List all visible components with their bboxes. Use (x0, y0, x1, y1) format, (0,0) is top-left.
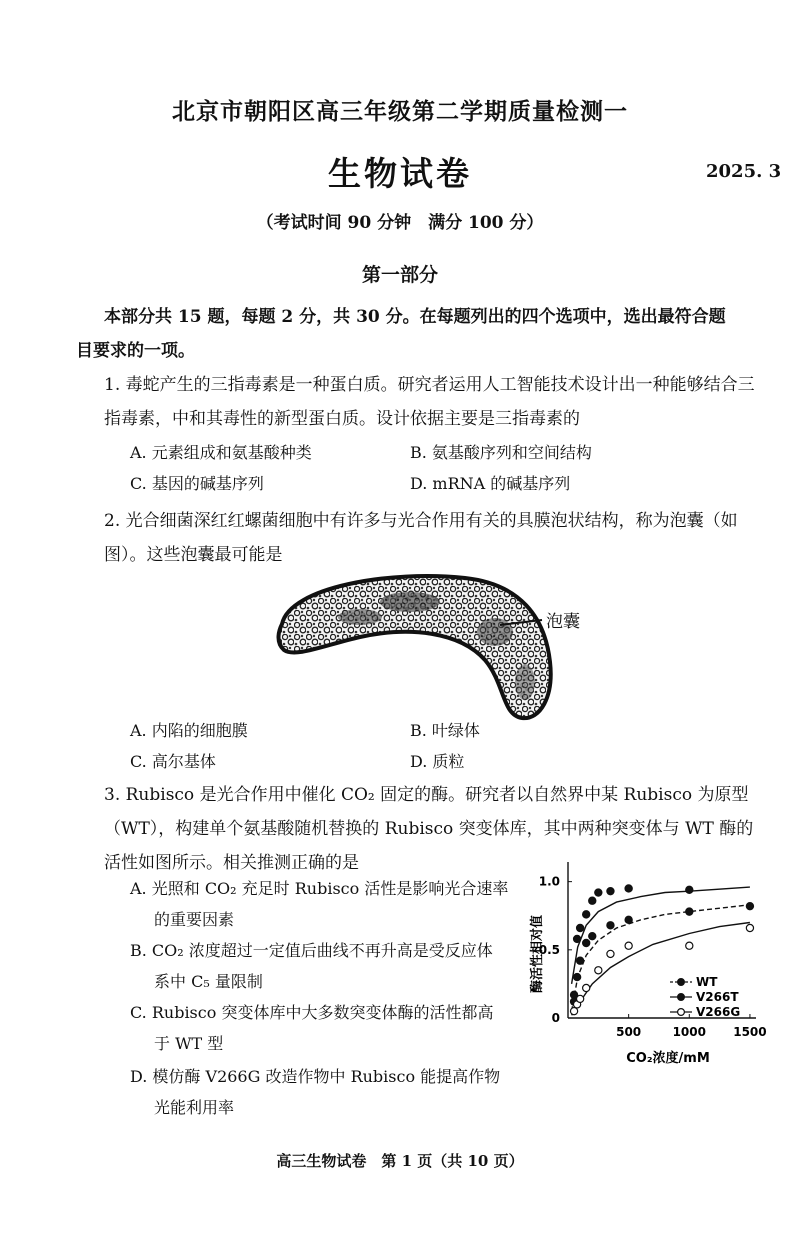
chart-y-tick-label: 0.5 (538, 942, 560, 957)
series-v266g-point (583, 984, 590, 991)
exam-date: 2025. 3 (706, 161, 782, 182)
series-v266t-point (686, 886, 693, 893)
question-1-option-c: C. 基因的碱基序列 (130, 474, 264, 493)
bacterium-figure (270, 562, 600, 722)
series-v266g-point (686, 942, 693, 949)
series-v266g-point (607, 950, 614, 957)
series-v266t-point (625, 885, 632, 892)
series-wt-point (625, 916, 632, 923)
series-v266t-point (583, 911, 590, 918)
question-1-option-d: D. mRNA 的碱基序列 (410, 474, 571, 493)
legend-wt-label: WT (696, 975, 718, 989)
series-v266g-point (625, 942, 632, 949)
legend-v266g-label: V266G (696, 1005, 741, 1019)
question-3-option-c-cont: 于 WT 型 (154, 1034, 224, 1053)
question-2-option-c: C. 高尔基体 (130, 752, 216, 771)
legend-v266g-marker (678, 1009, 685, 1016)
question-2-option-a: A. 内陷的细胞膜 (130, 721, 248, 740)
question-2-stem: 2. 光合细菌深红红螺菌细胞中有许多与光合作用有关的具膜泡状结构，称为泡囊（如图）。这些泡囊最可能是 (104, 511, 738, 565)
series-v266t-point (573, 935, 580, 942)
enzyme-activity-chart (520, 850, 770, 1070)
series-wt-point (577, 957, 584, 964)
series-v266g-point (570, 1008, 577, 1015)
legend-v266t-marker (678, 994, 685, 1001)
legend-v266t-label: V266T (696, 990, 739, 1004)
question-3-option-a-cont: 的重要因素 (154, 910, 235, 929)
exam-header-title: 北京市朝阳区高三年级第二学期质量检测一 (172, 98, 628, 125)
question-3-option-d-cont: 光能利用率 (154, 1098, 235, 1117)
question-3-option-a: A. 光照和 CO₂ 充足时 Rubisco 活性是影响光合速率 (130, 879, 509, 898)
section-intro: 本部分共 15 题，每题 2 分，共 30 分。在每题列出的四个选项中，选出最符合题目要求的一项。 (76, 307, 726, 361)
series-v266t-point (607, 888, 614, 895)
series-wt-point (583, 939, 590, 946)
chart-y-tick-label: 1.0 (538, 874, 560, 889)
series-wt-point (746, 903, 753, 910)
question-3-option-d: D. 模仿酶 V266G 改造作物中 Rubisco 能提高作物 (130, 1067, 501, 1086)
subject-title: 生物试卷 (328, 154, 472, 193)
chart-x-tick-label: 500 (616, 1025, 642, 1039)
series-v266g-point (577, 995, 584, 1002)
vesicle-label: 泡囊 (546, 612, 580, 632)
question-3-option-c: C. Rubisco 突变体库中大多数突变体酶的活性都高 (130, 1003, 494, 1022)
series-v266g-point (746, 924, 753, 931)
question-3-option-b-cont: 系中 C₅ 量限制 (154, 972, 263, 991)
series-wt-point (686, 908, 693, 915)
question-2-option-b: B. 叶绿体 (410, 721, 480, 740)
question-3-stem: 3. Rubisco 是光合作用中催化 CO₂ 固定的酶。研究者以自然界中某 Rubisco 为原型（WT），构建单个氨基酸随机替换的 Rubisco 突变体库，其中两种突变体与 WT 酶的活性如图所示。相关推测正确的是 (104, 785, 754, 873)
question-3-option-b: B. CO₂ 浓度超过一定值后曲线不再升高是受反应体 (130, 941, 493, 960)
series-wt-point (573, 973, 580, 980)
chart-x-axis-label: CO₂浓度/mM (626, 1051, 710, 1066)
series-v266t-point (577, 924, 584, 931)
chart-y-tick-label: 0 (551, 1011, 560, 1025)
series-v266g-point (595, 967, 602, 974)
question-1-option-a: A. 元素组成和氨基酸种类 (130, 443, 312, 462)
question-1-stem: 1. 毒蛇产生的三指毒素是一种蛋白质。研究者运用人工智能技术设计出一种能够结合三指毒素，中和其毒性的新型蛋白质。设计依据主要是三指毒素的 (104, 375, 755, 429)
exam-info: （考试时间 90 分钟 满分 100 分） (256, 213, 544, 233)
series-v266t-point (595, 889, 602, 896)
series-wt-point (589, 933, 596, 940)
question-1-option-b: B. 氨基酸序列和空间结构 (410, 443, 592, 462)
series-v266t-point (589, 897, 596, 904)
section-title: 第一部分 (361, 264, 438, 286)
chart-x-tick-label: 1000 (672, 1025, 706, 1039)
question-2-option-d: D. 质粒 (410, 752, 465, 771)
chart-legend (670, 975, 740, 1019)
legend-wt-marker (678, 979, 685, 986)
page-footer: 高三生物试卷 第 1 页（共 10 页） (276, 1152, 524, 1170)
chart-y-axis-label: 酶活性相对值 (530, 914, 545, 994)
chart-x-tick-label: 1500 (733, 1025, 767, 1039)
series-wt-point (607, 922, 614, 929)
